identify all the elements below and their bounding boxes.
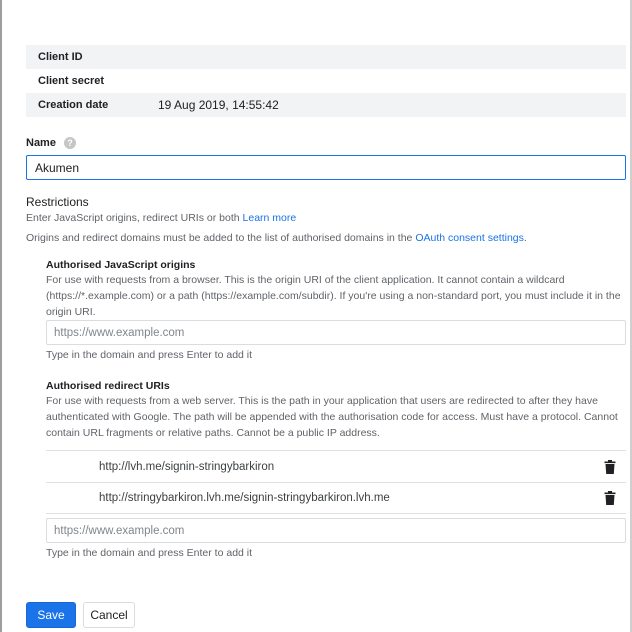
redirect-uri-input-group [46, 518, 626, 560]
creation-date-value: 19 Aug 2019, 14:55:42 [158, 98, 279, 112]
window-left-edge [0, 0, 2, 632]
client-secret-row [26, 69, 626, 93]
name-input[interactable] [26, 155, 626, 180]
js-origin-input[interactable] [46, 320, 626, 345]
trash-icon[interactable] [604, 460, 616, 474]
redirect-uris-description: For use with requests from a web server. This is the path in your application that users are redirected to after they have authenticated with Google. The path will be appended with the authorisation code for access. Must have a protocol. Cannot contain URL fragments or relative paths. Cannot be a public IP address. [46, 395, 618, 439]
help-icon[interactable]: ? [64, 137, 76, 149]
name-field-label [26, 137, 76, 149]
restrictions-note-end: . [523, 232, 527, 244]
restrictions-note [26, 230, 527, 246]
learn-more-link[interactable]: Learn more [242, 212, 297, 224]
redirect-uri-input[interactable] [46, 518, 626, 543]
redirect-uri-row [46, 482, 626, 514]
redirect-uri-text: http://lvh.me/signin-stringybarkiron [99, 460, 275, 473]
redirect-uri-text: http://stringybarkiron.lvh.me/signin-stringybarkiron.lvh.me [99, 492, 390, 504]
name-label-text: Name [26, 137, 56, 149]
cancel-button[interactable]: Cancel [83, 602, 135, 628]
client-info-table [26, 45, 626, 117]
redirect-uri-list [46, 450, 626, 514]
redirect-uri-hint: Type in the domain and press Enter to add it [46, 547, 253, 559]
js-origins-section [46, 258, 626, 320]
trash-icon[interactable] [604, 491, 616, 505]
redirect-uris-title: Authorised redirect URIs [46, 380, 170, 392]
js-origins-title: Authorised JavaScript origins [46, 259, 196, 271]
oauth-consent-link[interactable]: OAuth consent settings [415, 232, 524, 244]
js-origins-description: For use with requests from a browser. This is the origin URI of the client application. It cannot contain a wildcard (https://*.example.com) or a path (https://example.com/subdir). If you're using a non-standard port, you must include it in the origin URI. [46, 274, 621, 318]
restrictions-note-text: Origins and redirect domains must be added to the list of authorised domains in the [26, 232, 416, 244]
redirect-uri-row [46, 450, 626, 482]
js-origin-hint: Type in the domain and press Enter to add it [46, 349, 253, 361]
restrictions-description [26, 210, 296, 226]
creation-date-row [26, 93, 626, 117]
restrictions-title: Restrictions [26, 195, 89, 209]
client-id-label: Client ID [38, 51, 83, 63]
restrictions-desc-text: Enter JavaScript origins, redirect URIs or both [26, 212, 243, 224]
save-button[interactable]: Save [26, 602, 76, 628]
client-id-row [26, 45, 626, 69]
js-origins-input-group [46, 320, 626, 362]
creation-date-label: Creation date [38, 99, 109, 111]
client-secret-label: Client secret [38, 75, 105, 87]
redirect-uris-section [46, 379, 626, 441]
